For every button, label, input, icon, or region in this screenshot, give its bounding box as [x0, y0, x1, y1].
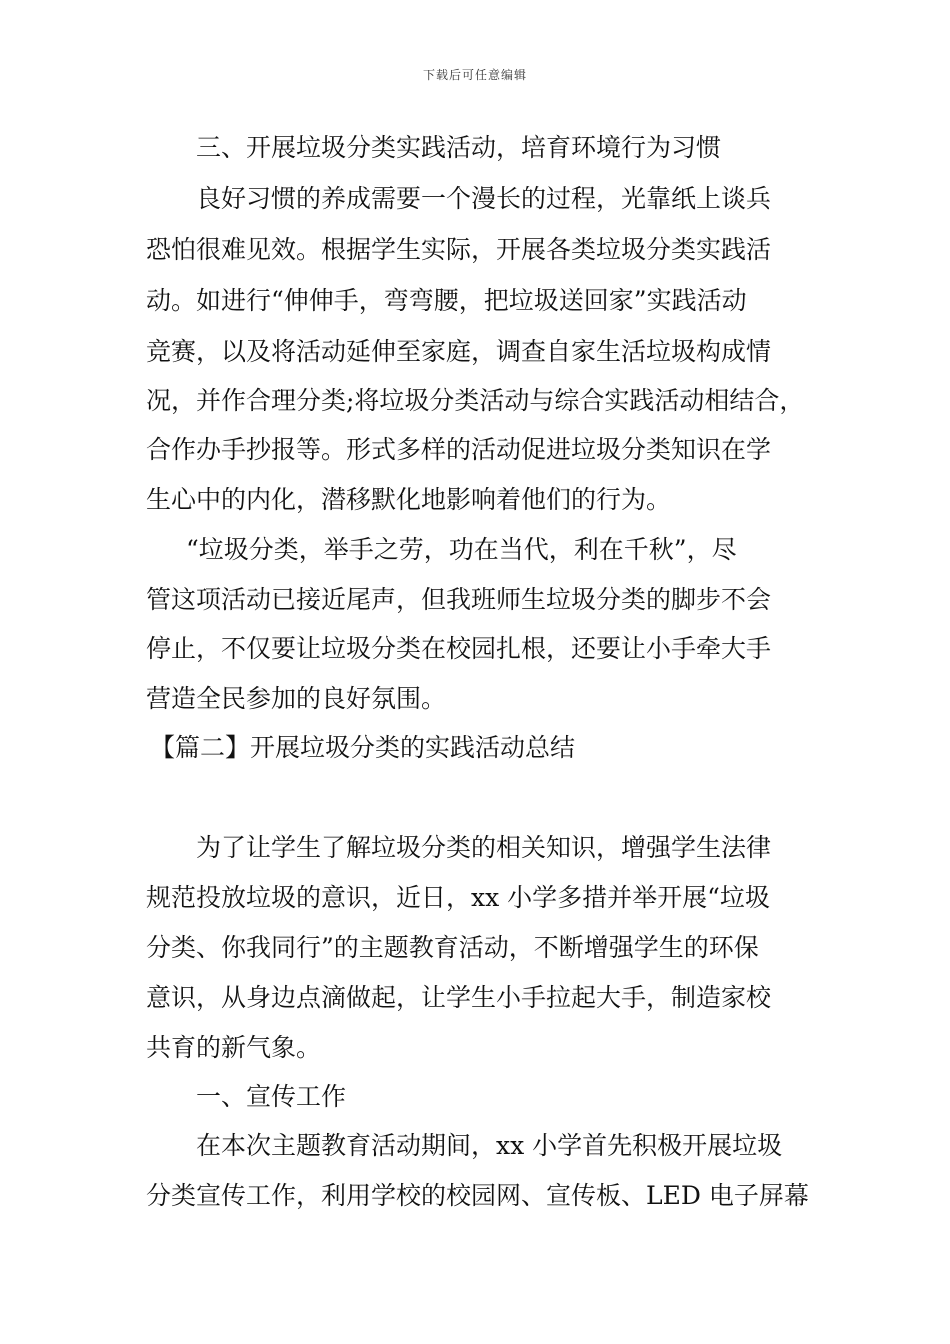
paragraph-line: 分类、你我同行”的主题教育活动，不断增强学生的环保 [146, 933, 759, 962]
section-heading: 一、宣传工作 [196, 1082, 347, 1111]
paragraph-line: 停止，不仅要让垃圾分类在校园扎根，还要让小手牵大手 [146, 634, 772, 663]
paragraph-line: 合作办手抄报等。形式多样的活动促进垃圾分类知识在学 [146, 435, 772, 464]
paragraph-line: 规范投放垃圾的意识，近日，xx 小学多措并举开展“垃圾 [146, 883, 770, 912]
paragraph-line: 为了让学生了解垃圾分类的相关知识，增强学生法律 [196, 833, 772, 862]
paragraph-line: 意识，从身边点滴做起，让学生小手拉起大手，制造家校 [146, 983, 772, 1012]
paragraph-line: 恐怕很难见效。根据学生实际，开展各类垃圾分类实践活 [146, 235, 772, 264]
paragraph-line: 共育的新气象。 [146, 1033, 322, 1062]
page-header-note: 下载后可任意编辑 [422, 68, 527, 82]
paragraph-line: “垃圾分类，举手之劳，功在当代，利在千秋”，尽 [186, 535, 737, 564]
paragraph-line: 营造全民参加的良好氛围。 [146, 684, 447, 713]
paragraph-line: 生心中的内化，潜移默化地影响着他们的行为。 [146, 485, 672, 514]
section-heading: 三、开展垃圾分类实践活动，培育环境行为习惯 [196, 133, 722, 162]
paragraph-line: 管这项活动已接近尾声，但我班师生垃圾分类的脚步不会 [146, 585, 772, 614]
paragraph-line: 动。如进行“伸伸手，弯弯腰，把垃圾送回家”实践活动 [146, 286, 747, 315]
paragraph-line: 良好习惯的养成需要一个漫长的过程，光靠纸上谈兵 [196, 184, 772, 213]
paragraph-line: 竞赛，以及将活动延伸至家庭，调查自家生活垃圾构成情 [146, 337, 772, 366]
paragraph-line: 况，并作合理分类;将垃圾分类活动与综合实践活动相结合， [146, 386, 805, 415]
article-title: 【篇二】开展垃圾分类的实践活动总结 [150, 733, 576, 762]
paragraph-line: 分类宣传工作，利用学校的校园网、宣传板、LED 电子屏幕 [146, 1181, 809, 1210]
paragraph-line: 在本次主题教育活动期间，xx 小学首先积极开展垃圾 [196, 1131, 783, 1160]
